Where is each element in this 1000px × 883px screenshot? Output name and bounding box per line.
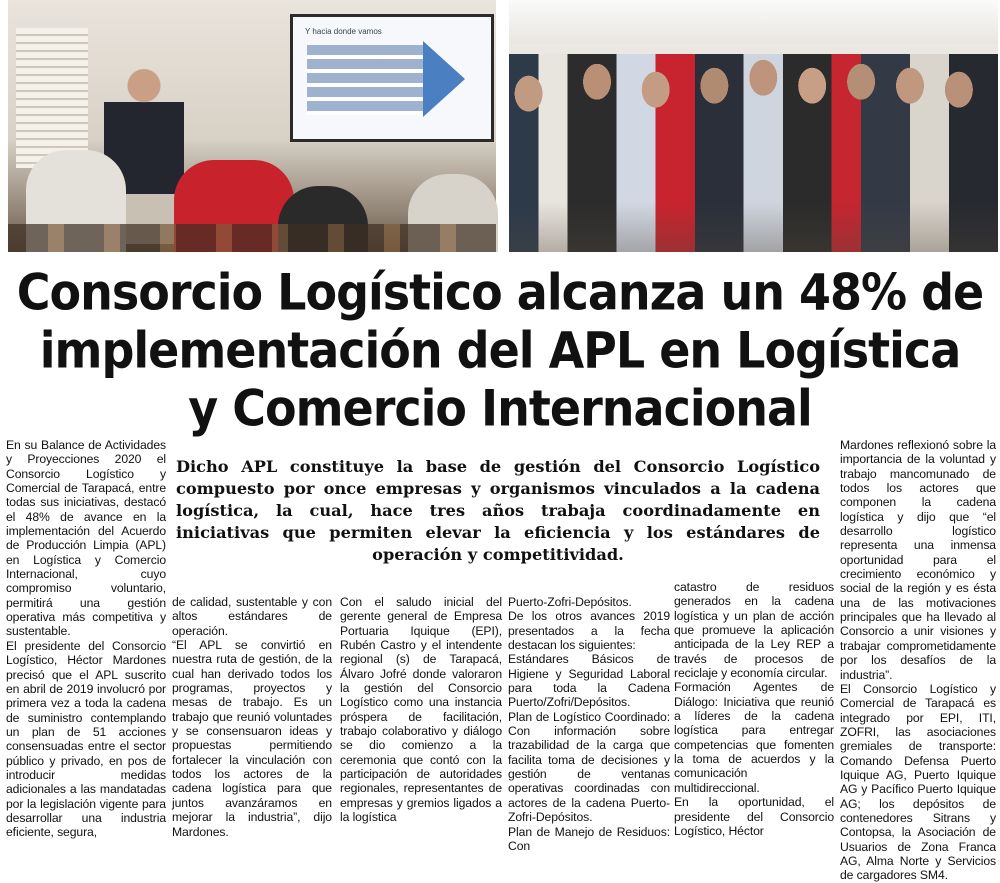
paragraph: “El APL se convirtió en nuestra ruta de gestión, de la cual han derivado todos los programas, proyectos y mesas de trabajo. Es un trabajo que reunió voluntades y se consensuaron ideas y propuestas permitiendo fortalecer la vinculación con todos los actores de la cadena logística para que juntos avanzáramos en mejorar la industria”, dijo Mardones. bbox=[172, 638, 332, 839]
lead-paragraph: Dicho APL constituye la base de gestión del Consorcio Logístico compuesto por once empresas y organismos vinculados a la cadena logística, la cual, hace tres años trabaja coordinadamente en iniciativas que permiten elevar la eficiencia y los estándares de operación y competitividad. bbox=[176, 457, 820, 564]
paragraph: Mardones reflexionó sobre la importancia de la voluntad y trabajo mancomunado de todos los actores que componen la cadena logística y dijo que “el desarrollo logístico representa una inmensa oportunidad para el crecimiento económico y social de la región y es ésta una de las motivaciones principales que ha llevado al Consorcio a unir visiones y trabajar comprometidamente por los desafíos de la industria”. bbox=[840, 438, 996, 682]
body-column-6 bbox=[840, 438, 996, 883]
paragraph: En su Balance de Actividades y Proyecciones 2020 el Consorcio Logístico y Comercial de Tarapacá, entre todas sus iniciativas, destacó el 48% de avance en la implementación del Acuerdo de Producción Limpia (APL) en Logística y Comercio Internacional, cuyo compromiso voluntario, permitirá una gestión operativa más competitiva y sustentable. bbox=[6, 438, 166, 639]
body-column-4 bbox=[508, 595, 670, 853]
ceiling bbox=[509, 0, 998, 44]
paragraph: Formación Agentes de Diálogo: Iniciativa que reunió a líderes de la cadena logística para entregar competencias que fomenten la toma de acuerdos y la comunicación multidireccional. bbox=[674, 680, 834, 795]
conference-photo bbox=[8, 0, 496, 252]
paragraph: Plan de Manejo de Residuos: Con bbox=[508, 824, 670, 853]
slide-arrow-icon bbox=[423, 41, 465, 117]
headline-line-2: implementación del APL en Logística bbox=[39, 321, 961, 380]
headline-line-3: y Comercio Internacional bbox=[188, 379, 812, 438]
paragraph: En la oportunidad, el presidente del Consorcio Logístico, Héctor bbox=[674, 795, 834, 838]
group-photo bbox=[509, 0, 998, 252]
paragraph: Estándares Básicos de Higiene y Seguridad Laboral para toda la Cadena Puerto/Zofri/Depósitos. bbox=[508, 652, 670, 710]
body-column-3 bbox=[340, 595, 502, 825]
paragraph: El presidente del Consorcio Logístico, Héctor Mardones precisó que el APL suscrito en abril de 2019 involucró por primera vez a toda la cadena de suministro contemplando un plan de 51 acciones consensuadas entre el sector público y privado, en pos de introducir medidas adicionales a las mandatadas por la legislación vigente para desarrollar una industria eficiente, segura, bbox=[6, 638, 166, 840]
people-group bbox=[509, 54, 998, 252]
slide-title: Y hacia donde vamos bbox=[305, 27, 382, 36]
paragraph: De los otros avances 2019 presentados a la fecha destacan los siguientes: bbox=[508, 609, 670, 653]
projector-screen bbox=[290, 14, 494, 142]
paragraph: catastro de residuos generados en la cadena logística y un plan de acción que promueve la aplicación anticipada de la Ley REP a través de procesos de reciclaje y economía circular. bbox=[674, 580, 834, 681]
body-column-5 bbox=[674, 580, 834, 838]
paragraph: Puerto-Zofri-Depósitos. bbox=[508, 595, 632, 609]
headline-line-1: Consorcio Logístico alcanza un 48% de bbox=[16, 263, 984, 322]
body-column-1 bbox=[6, 438, 166, 840]
paragraph: El Consorcio Logístico y Comercial de Tarapacá es integrado por EPI, ITI, ZOFRI, las asociaciones gremiales de transporte: Comando Defensa Puerto Iquique AG, Puerto Iquique AG y Pacífico Puerto Iquique AG; los depósitos de contenedores Sitrans y Contopsa, la Asociación de Usuarios de Zona Franca AG, Alma Norte y Servicios de cargadores SM4. bbox=[840, 681, 996, 883]
body-column-2 bbox=[172, 595, 332, 839]
paragraph: Plan de Logístico Coordinado: Con información sobre trazabilidad de la carga que facilita toma de decisiones y gestión de ventanas operativas coordinadas con actores de la cadena Puerto-Zofri-Depósitos. bbox=[508, 709, 670, 825]
headline bbox=[0, 256, 1000, 436]
window-blinds bbox=[16, 28, 88, 168]
paragraph: Con el saludo inicial del gerente general de Empresa Portuaria Iquique (EPI), Rubén Castro y el intendente regional (s) de Tarapacá, Álvaro Jofré donde valoraron la gestión del Consorcio Logístico como una instancia próspera de facilitación, trabajo colaborativo y diálogo se dio comienzo a la ceremonia que contó con la participación de autoridades regionales, representantes de empresas y gremios ligados a la logística bbox=[340, 595, 502, 825]
paragraph: de calidad, sustentable y con altos estándares de operación. bbox=[172, 595, 332, 638]
chairs bbox=[8, 224, 496, 252]
slide-table bbox=[307, 45, 427, 115]
